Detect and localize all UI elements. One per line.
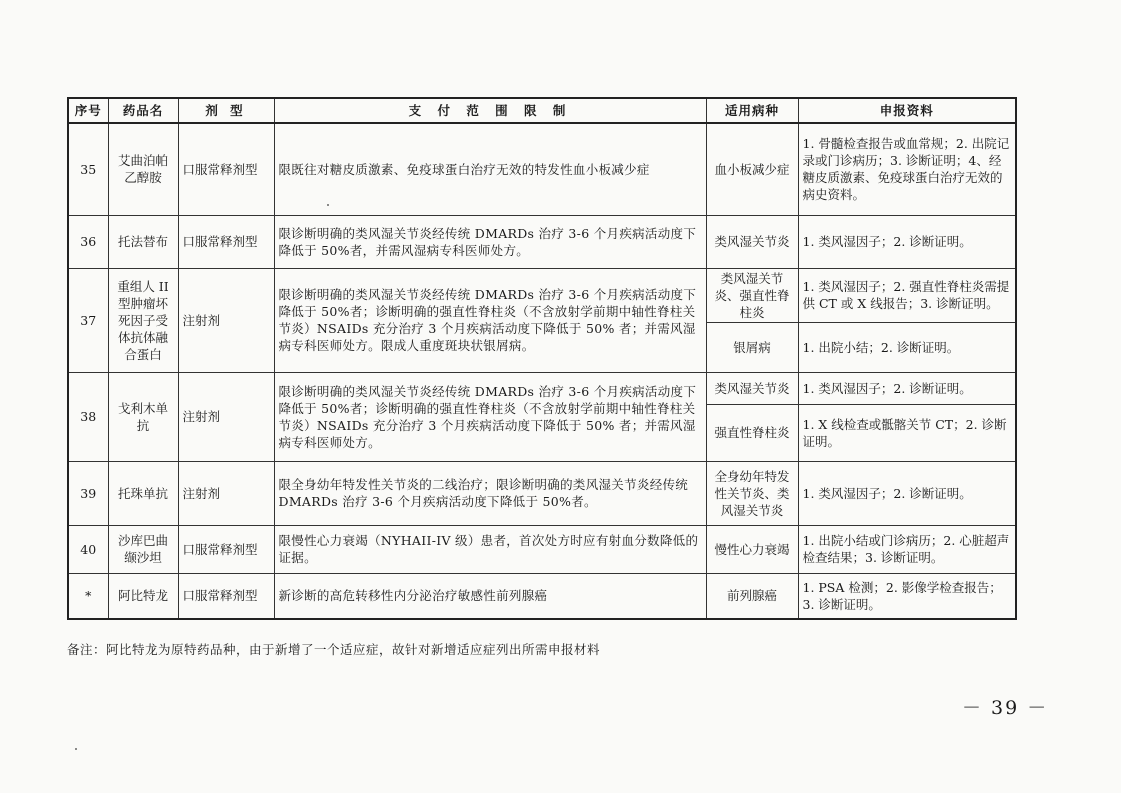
row-idx: 40	[68, 525, 108, 573]
row-idx: 36	[68, 215, 108, 268]
row-payment-scope: 限全身幼年特发性关节炎的二线治疗；限诊断明确的类风湿关节炎经传统 DMARDs 治疗 3-6 个月疾病活动度下降低于 50%者。	[274, 461, 706, 525]
table-row	[68, 461, 1016, 525]
row-dosage-form: 注射剂	[178, 372, 274, 461]
row-payment-scope: 限诊断明确的类风湿关节炎经传统 DMARDs 治疗 3-6 个月疾病活动度下降低于 50%者；诊断明确的强直性脊柱炎（不含放射学前期中轴性脊柱关节炎）NSAIDs 充分治疗 3 个月疾病活动度下降低于 50% 者；并需风湿病专科医师处方。	[274, 372, 706, 461]
header-dosage-form: 剂 型	[178, 98, 274, 123]
footnote: 备注：阿比特龙为原特药品种，由于新增了一个适应症，故针对新增适应症列出所需申报材料	[67, 642, 601, 657]
table-row	[68, 123, 1016, 215]
row-payment-scope: 限诊断明确的类风湿关节炎经传统 DMARDs 治疗 3-6 个月疾病活动度下降低于 50%者，并需风湿病专科医师处方。	[274, 215, 706, 268]
row-indication: 类风湿关节炎、强直性脊柱炎	[706, 268, 798, 322]
row-drug-name: 重组人 II 型肿瘤坏死因子受体抗体融合蛋白	[108, 268, 178, 372]
row-materials: 1. 出院小结或门诊病历；2. 心脏超声检查结果；3. 诊断证明。	[798, 525, 1016, 573]
row-drug-name: 沙库巴曲缬沙坦	[108, 525, 178, 573]
row-drug-name: 托珠单抗	[108, 461, 178, 525]
row-indication: 血小板减少症	[706, 123, 798, 215]
table-header-row	[68, 98, 1016, 123]
row-indication: 前列腺癌	[706, 573, 798, 619]
header-materials: 申报资料	[798, 98, 1016, 123]
row-dosage-form: 口服常释剂型	[178, 215, 274, 268]
row-dosage-form: 口服常释剂型	[178, 123, 274, 215]
table-row	[68, 268, 1016, 322]
header-payment-scope: 支 付 范 围 限 制	[274, 98, 706, 123]
row-payment-scope: 限慢性心力衰竭（NYHAII-IV 级）患者，首次处方时应有射血分数降低的证据。	[274, 525, 706, 573]
page-number: － 39 －	[962, 697, 1049, 719]
row-materials: 1. 类风湿因子；2. 强直性脊柱炎需提供 CT 或 X 线报告；3. 诊断证明。	[798, 268, 1016, 322]
table-row	[68, 573, 1016, 619]
drug-payment-table	[67, 97, 1017, 620]
row-indication: 全身幼年特发性关节炎、类风湿关节炎	[706, 461, 798, 525]
row-indication: 慢性心力衰竭	[706, 525, 798, 573]
scan-speck	[75, 748, 77, 750]
row-payment-scope: 限诊断明确的类风湿关节炎经传统 DMARDs 治疗 3-6 个月疾病活动度下降低于 50%者；诊断明确的强直性脊柱炎（不含放射学前期中轴性脊柱关节炎）NSAIDs 充分治疗 3 个月疾病活动度下降低于 50% 者；并需风湿病专科医师处方。限成人重度斑块状银屑病。	[274, 268, 706, 372]
row-idx: 39	[68, 461, 108, 525]
header-drug-name: 药品名	[108, 98, 178, 123]
row-idx: 35	[68, 123, 108, 215]
row-indication: 类风湿关节炎	[706, 372, 798, 404]
row-indication: 类风湿关节炎	[706, 215, 798, 268]
row-materials: 1. 出院小结；2. 诊断证明。	[798, 322, 1016, 372]
row-materials: 1. PSA 检测；2. 影像学检查报告；3. 诊断证明。	[798, 573, 1016, 619]
row-materials: 1. 类风湿因子；2. 诊断证明。	[798, 215, 1016, 268]
table-row	[68, 525, 1016, 573]
row-drug-name: 戈利木单抗	[108, 372, 178, 461]
scan-speck	[327, 204, 329, 206]
header-idx: 序号	[68, 98, 108, 123]
table-row	[68, 215, 1016, 268]
row-materials: 1. 骨髓检查报告或血常规；2. 出院记录或门诊病历；3. 诊断证明；4、经糖皮质激素、免疫球蛋白治疗无效的病史资料。	[798, 123, 1016, 215]
table-row	[68, 372, 1016, 404]
row-payment-scope: 新诊断的高危转移性内分泌治疗敏感性前列腺癌	[274, 573, 706, 619]
row-idx: 37	[68, 268, 108, 372]
row-drug-name: 艾曲泊帕乙醇胺	[108, 123, 178, 215]
row-drug-name: 托法替布	[108, 215, 178, 268]
row-materials: 1. X 线检查或骶髂关节 CT；2. 诊断证明。	[798, 404, 1016, 461]
row-materials: 1. 类风湿因子；2. 诊断证明。	[798, 461, 1016, 525]
row-dosage-form: 口服常释剂型	[178, 525, 274, 573]
row-idx: *	[68, 573, 108, 619]
row-payment-scope: 限既往对糖皮质激素、免疫球蛋白治疗无效的特发性血小板减少症	[274, 123, 706, 215]
row-dosage-form: 注射剂	[178, 268, 274, 372]
row-materials: 1. 类风湿因子；2. 诊断证明。	[798, 372, 1016, 404]
header-indication: 适用病种	[706, 98, 798, 123]
row-dosage-form: 口服常释剂型	[178, 573, 274, 619]
row-indication: 强直性脊柱炎	[706, 404, 798, 461]
row-indication: 银屑病	[706, 322, 798, 372]
row-dosage-form: 注射剂	[178, 461, 274, 525]
row-drug-name: 阿比特龙	[108, 573, 178, 619]
row-idx: 38	[68, 372, 108, 461]
